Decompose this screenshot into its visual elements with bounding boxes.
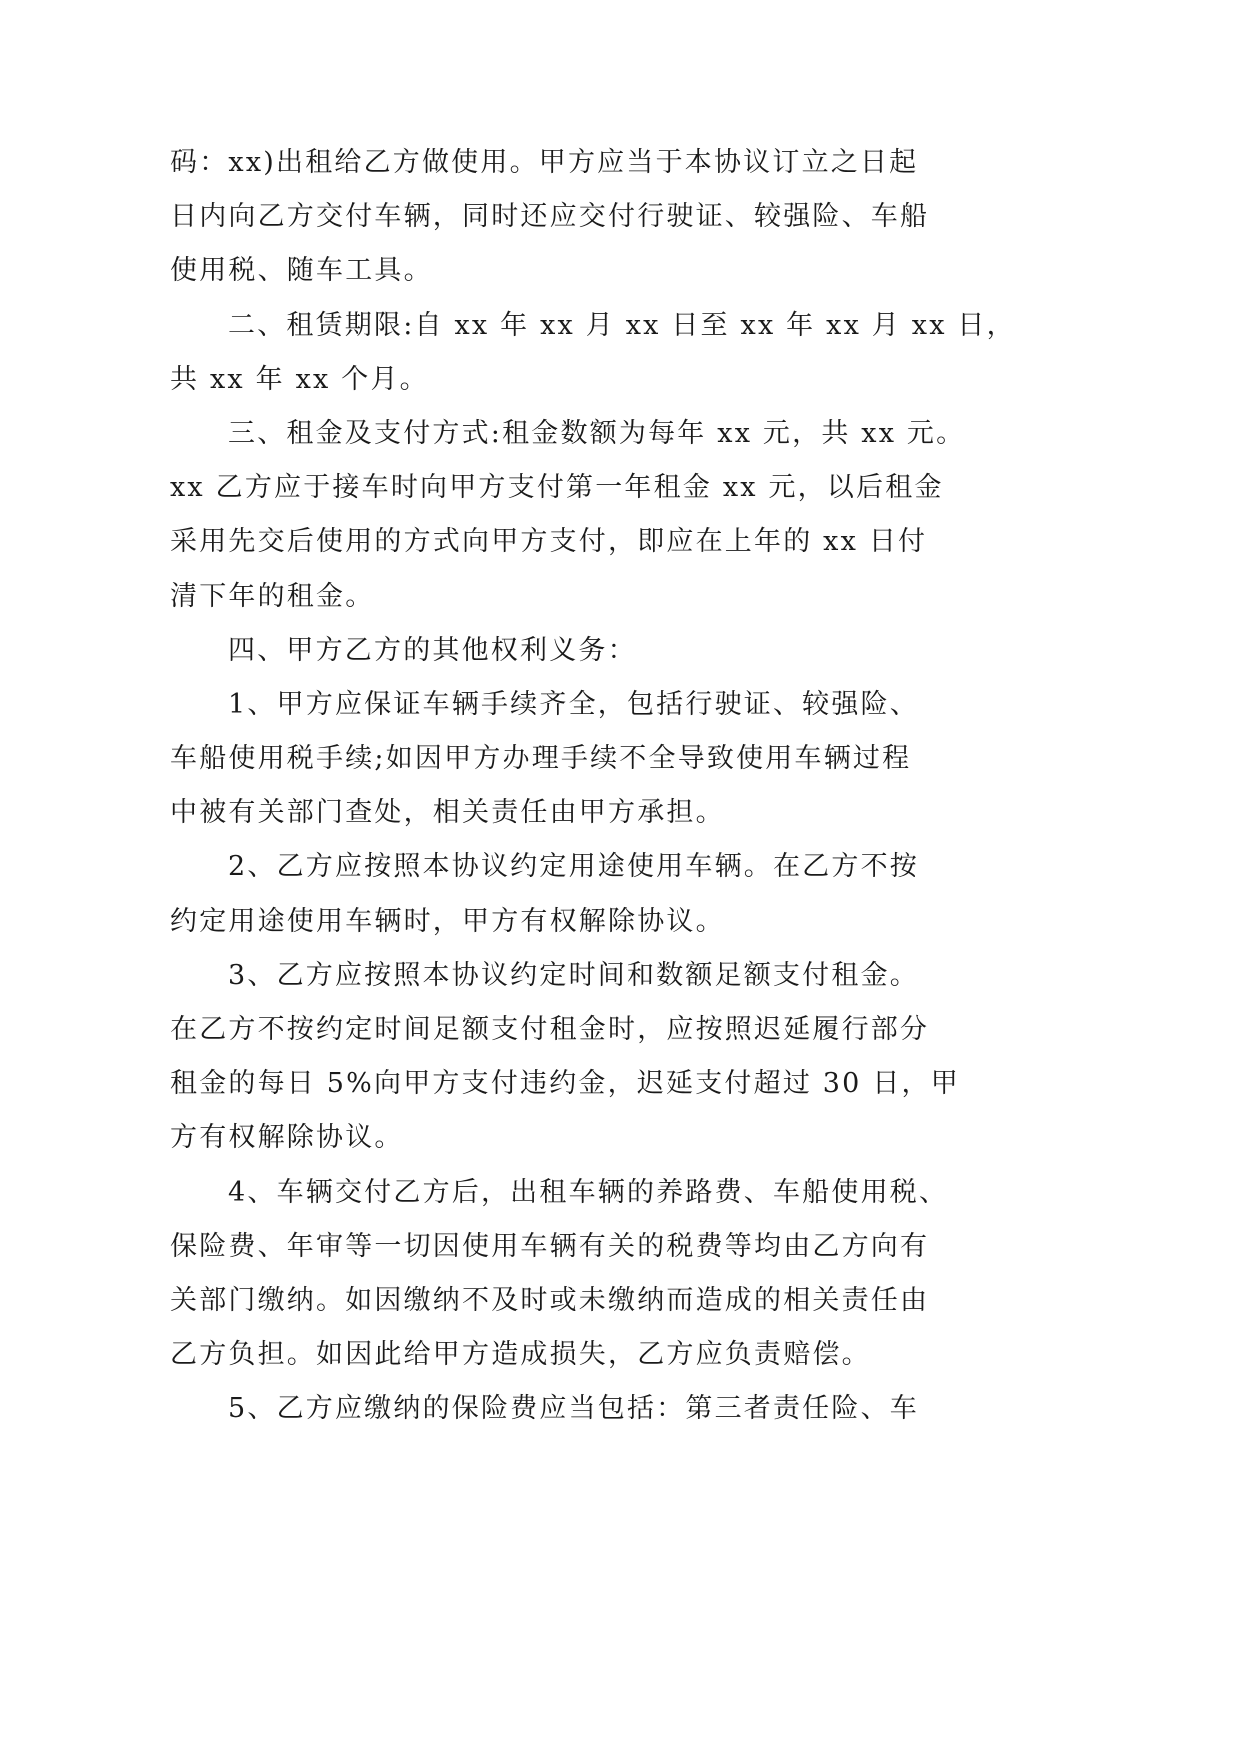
text-line: 在乙方不按约定时间足额支付租金时，应按照迟延履行部分 [170, 1014, 930, 1045]
text-line: 约定用途使用车辆时，甲方有权解除协议。 [170, 905, 725, 937]
text-line: 使用税、随车工具。 [170, 255, 433, 287]
text-line: 车船使用税手续;如因甲方办理手续不全导致使用车辆过程 [170, 743, 912, 775]
text-line: 5、乙方应缴纳的保险费应当包括：第三者责任险、车 [228, 1393, 919, 1425]
text-line: 四、甲方乙方的其他权利义务： [228, 634, 637, 666]
text-line: 采用先交后使用的方式向甲方支付，即应在上年的 xx 日付 [170, 526, 928, 558]
section-heading-rights-obligations [170, 624, 950, 678]
text-line: 1、甲方应保证车辆手续齐全，包括行驶证、较强险、 [228, 688, 919, 720]
text-line: 三、租金及支付方式:租金数额为每年 xx 元，共 xx 元。 [228, 417, 966, 449]
clause-3 [170, 949, 960, 1166]
text-line: 二、租赁期限:自 xx 年 xx 月 xx 日至 xx 年 xx 月 xx 日， [228, 309, 1016, 341]
clause-5 [170, 1382, 950, 1436]
text-line: 4、车辆交付乙方后，出租车辆的养路费、车船使用税、 [228, 1176, 949, 1208]
paragraph-lease-term [170, 299, 1016, 407]
text-line: 2、乙方应按照本协议约定用途使用车辆。在乙方不按 [228, 851, 919, 883]
clause-4 [170, 1166, 950, 1383]
text-line: 日内向乙方交付车辆，同时还应交付行驶证、较强险、车船 [170, 201, 930, 233]
text-line: 共 xx 年 xx 个月。 [170, 363, 429, 395]
text-line: 清下年的租金。 [170, 580, 375, 612]
text-line: 关部门缴纳。如因缴纳不及时或未缴纳而造成的相关责任由 [170, 1284, 930, 1316]
text-line: 保险费、年审等一切因使用车辆有关的税费等均由乙方向有 [170, 1230, 930, 1262]
text-line: xx 乙方应于接车时向甲方支付第一年租金 xx 元，以后租金 [170, 472, 944, 504]
paragraph-vehicle-delivery [170, 136, 950, 299]
text-line: 中被有关部门查处，相关责任由甲方承担。 [170, 797, 725, 829]
text-line: 乙方负担。如因此给甲方造成损失，乙方应负责赔偿。 [170, 1339, 871, 1371]
document-body [170, 136, 1016, 1437]
text-line: 租金的每日 5%向甲方支付违约金，迟延支付超过 30 日，甲 [170, 1068, 960, 1100]
clause-2 [170, 840, 950, 948]
text-line: 3、乙方应按照本协议约定时间和数额足额支付租金。 [228, 959, 919, 991]
text-line: 方有权解除协议。 [170, 1122, 404, 1154]
clause-1 [170, 678, 950, 841]
text-line: 码：xx)出租给乙方做使用。甲方应当于本协议订立之日起 [170, 147, 919, 178]
paragraph-rent-payment [170, 407, 966, 624]
